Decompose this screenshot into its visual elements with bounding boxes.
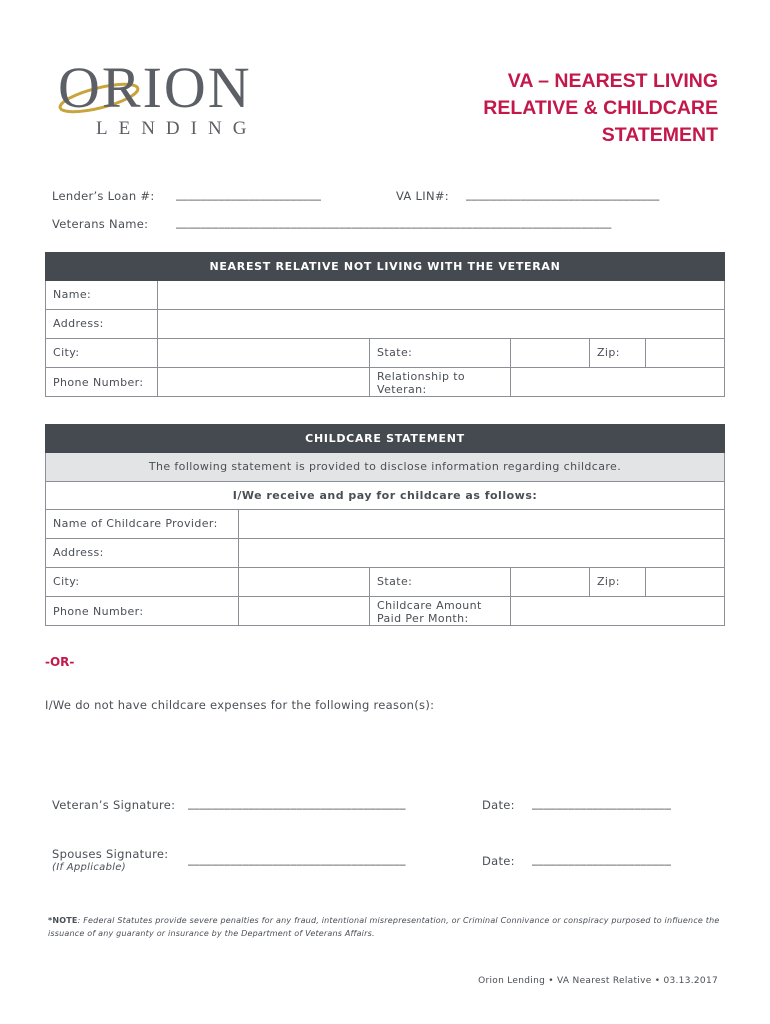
nearest-relative-section xyxy=(45,252,725,397)
relative-phone-label: Phone Number: xyxy=(46,368,158,396)
orion-lending-logo xyxy=(48,56,298,146)
relative-zip-label: Zip: xyxy=(590,339,646,367)
childcare-city-row xyxy=(45,568,725,597)
lenders-loan-label: Lender’s Loan #: xyxy=(52,189,155,203)
childcare-state-label: State: xyxy=(370,568,511,596)
legal-note xyxy=(48,914,720,940)
childcare-zip-label: Zip: xyxy=(590,568,646,596)
relative-name-label: Name: xyxy=(46,281,158,309)
relative-state-label: State: xyxy=(370,339,511,367)
veteran-date-label: Date: xyxy=(482,798,515,812)
or-separator: -OR- xyxy=(45,655,75,669)
relationship-label: Relationship to Veteran: xyxy=(370,368,511,396)
childcare-subheader: I/We receive and pay for childcare as follows: xyxy=(45,482,725,510)
relative-address-label: Address: xyxy=(46,310,158,338)
childcare-phone-row xyxy=(45,597,725,626)
page-footer: Orion Lending • VA Nearest Relative • 03.13.2017 xyxy=(478,976,718,986)
childcare-intro: The following statement is provided to disclose information regarding childcare. xyxy=(45,453,725,482)
spouse-date-field[interactable]: _______________________ xyxy=(532,852,672,866)
veteran-signature-field[interactable]: ____________________________________ xyxy=(188,796,406,810)
provider-row xyxy=(45,510,725,539)
no-childcare-reason-label: I/We do not have childcare expenses for the following reason(s): xyxy=(45,698,435,712)
lenders-loan-field[interactable]: ________________________ xyxy=(176,187,322,201)
nearest-relative-header: NEAREST RELATIVE NOT LIVING WITH THE VETERAN xyxy=(45,252,725,281)
spouse-signature-note: (If Applicable) xyxy=(52,862,126,873)
relative-name-input[interactable] xyxy=(158,281,724,309)
veterans-name-label: Veterans Name: xyxy=(52,217,149,231)
spouse-signature-field[interactable]: ____________________________________ xyxy=(188,852,406,866)
relative-name-row xyxy=(45,281,725,310)
childcare-zip-input[interactable] xyxy=(646,568,724,596)
childcare-amount-input[interactable] xyxy=(511,597,724,625)
childcare-address-row xyxy=(45,539,725,568)
relative-city-input[interactable] xyxy=(158,339,370,367)
childcare-address-label: Address: xyxy=(46,539,239,567)
spouse-signature-label: Spouses Signature: xyxy=(52,847,169,861)
childcare-state-input[interactable] xyxy=(511,568,590,596)
provider-input[interactable] xyxy=(239,510,724,538)
relative-address-row xyxy=(45,310,725,339)
note-text: : Federal Statutes provide severe penalties for any fraud, intentional misrepresentation, or Criminal Connivance or conspiracy purposed to influence the issuance of any guaranty or insurance by the Department of Veterans Affairs. xyxy=(48,916,720,938)
relative-city-row xyxy=(45,339,725,368)
document-title: VA – NEAREST LIVING RELATIVE & CHILDCARE STATEMENT xyxy=(483,70,718,146)
veteran-date-field[interactable]: _______________________ xyxy=(532,796,672,810)
childcare-amount-label: Childcare Amount Paid Per Month: xyxy=(370,597,511,625)
va-lin-field[interactable]: ________________________________ xyxy=(466,187,660,201)
relationship-input[interactable] xyxy=(511,368,724,396)
spouse-date-label: Date: xyxy=(482,854,515,868)
veterans-name-field[interactable]: ________________________________________________________________________ xyxy=(176,215,612,229)
veteran-signature-label: Veteran’s Signature: xyxy=(52,798,176,812)
childcare-address-input[interactable] xyxy=(239,539,724,567)
childcare-section xyxy=(45,424,725,626)
logo-subtext: LENDING xyxy=(96,118,258,139)
relative-phone-row xyxy=(45,368,725,397)
childcare-phone-input[interactable] xyxy=(239,597,370,625)
relative-state-input[interactable] xyxy=(511,339,590,367)
childcare-city-label: City: xyxy=(46,568,239,596)
childcare-header: CHILDCARE STATEMENT xyxy=(45,424,725,453)
logo-wordmark: ORION xyxy=(58,55,252,120)
childcare-city-input[interactable] xyxy=(239,568,370,596)
childcare-phone-label: Phone Number: xyxy=(46,597,239,625)
va-lin-label: VA LIN#: xyxy=(396,189,449,203)
relative-zip-input[interactable] xyxy=(646,339,724,367)
note-prefix: *NOTE xyxy=(48,916,78,925)
relative-address-input[interactable] xyxy=(158,310,724,338)
relative-city-label: City: xyxy=(46,339,158,367)
provider-label: Name of Childcare Provider: xyxy=(46,510,239,538)
relative-phone-input[interactable] xyxy=(158,368,370,396)
